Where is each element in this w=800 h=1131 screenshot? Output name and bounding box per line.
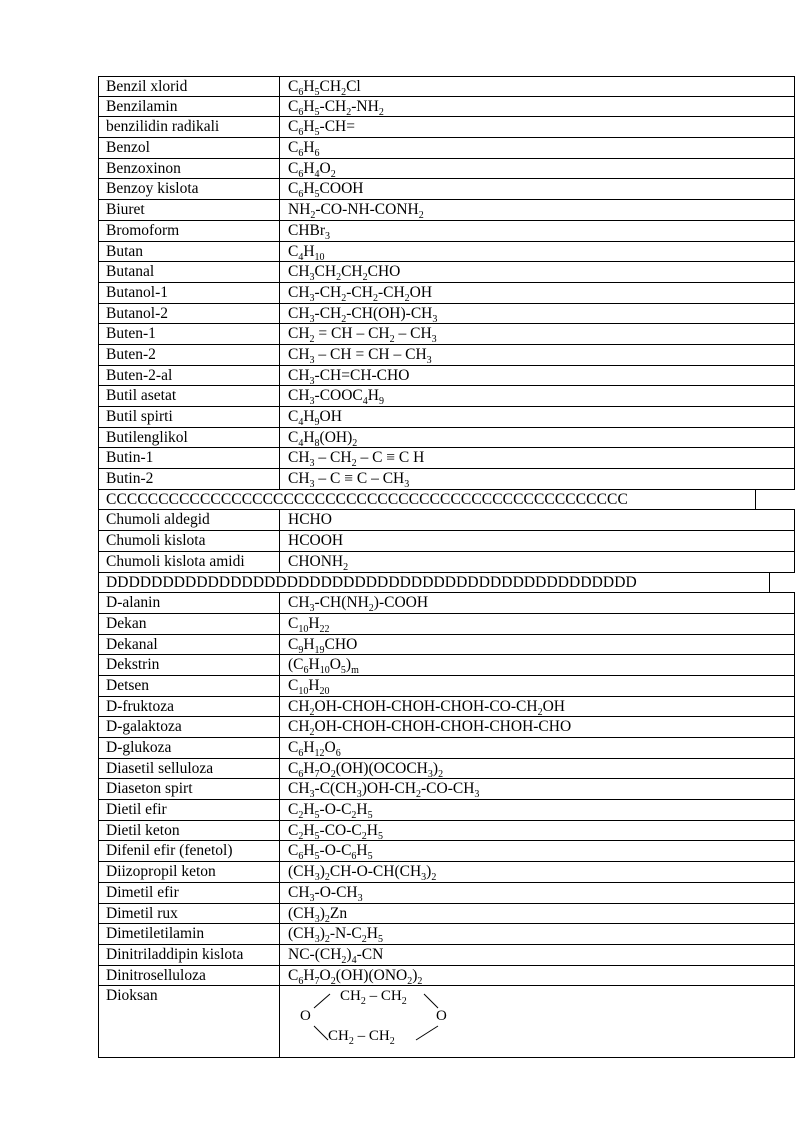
table-row bbox=[98, 179, 795, 200]
compound-name: benzilidin radikali bbox=[99, 117, 280, 137]
table-row bbox=[98, 117, 795, 138]
table-row bbox=[98, 759, 795, 780]
compound-formula: $CH_2OH-CHOH-CHOH-CHOH-CHOH$-CHO bbox=[288, 718, 572, 737]
ring-bottom: $CH_2 - CH_2$ bbox=[328, 1028, 395, 1048]
compound-formula: $C_{10}H_{20}$ bbox=[288, 676, 330, 696]
table-row bbox=[98, 676, 795, 697]
ring-top: $CH_2 - CH_2$ bbox=[340, 988, 407, 1008]
compound-formula: $CH_3-CH=CH$-CHO bbox=[288, 366, 410, 386]
compound-formula: $C_6H_7O_2(OH)(ONO_2)_2$ bbox=[288, 966, 423, 986]
compound-formula: HCOOH bbox=[288, 532, 344, 550]
table-row bbox=[98, 800, 795, 821]
table-row bbox=[98, 242, 795, 263]
compound-name: Benzilamin bbox=[99, 97, 280, 117]
table-row bbox=[98, 345, 795, 366]
compound-name: Chumoli aldegid bbox=[99, 510, 280, 530]
compound-formula: CHBr$_3$ bbox=[288, 221, 331, 241]
compound-formula: $NC-(CH_2)_4-CN$ bbox=[288, 945, 384, 965]
table-row bbox=[98, 779, 795, 800]
compound-name: Detsen bbox=[99, 676, 280, 696]
compound-name: Benzoy kislota bbox=[99, 179, 280, 199]
compound-formula: $C_4H_{10}$ bbox=[288, 242, 325, 262]
compound-formula: $C_9H_{19}CHO$ bbox=[288, 635, 358, 655]
compound-name: Butanal bbox=[99, 262, 280, 282]
letter-divider-d bbox=[98, 573, 795, 594]
compound-formula: $C_6H_4O_2$ bbox=[288, 159, 336, 179]
compound-name: Buten-2 bbox=[99, 345, 280, 365]
compound-name: Diizopropil keton bbox=[99, 862, 280, 882]
table-row bbox=[98, 862, 795, 883]
compound-formula-structure bbox=[280, 986, 794, 1057]
table-row bbox=[98, 924, 795, 945]
table-row bbox=[98, 448, 795, 469]
compound-name: Dimetiletilamin bbox=[99, 924, 280, 944]
table-row bbox=[98, 138, 795, 159]
compound-name: Buten-1 bbox=[99, 324, 280, 344]
compound-name: Dioksan bbox=[99, 986, 280, 1057]
compound-formula: $(CH_3)_2CH-O-CH(CH_3)_2$ bbox=[288, 863, 437, 882]
compound-name: Dietil keton bbox=[99, 821, 280, 841]
compound-formula: $CH_3-CH_2-CH_2-CH_2OH$ bbox=[288, 283, 433, 303]
compound-formula: $C_6H_6$ bbox=[288, 139, 320, 158]
table-row bbox=[98, 697, 795, 718]
table-row bbox=[98, 407, 795, 428]
compound-formula: $C_2H_5-CO-C_2H_5$ bbox=[288, 821, 383, 841]
table-row bbox=[98, 386, 795, 407]
table-row bbox=[98, 469, 795, 490]
compound-name: Benzil xlorid bbox=[99, 77, 280, 96]
compound-formula: $C_4H_8(OH)_2$ bbox=[288, 428, 358, 448]
compound-formula: $C_6H_{12}O_6$ bbox=[288, 739, 341, 758]
compound-name: Dekstrin bbox=[99, 655, 280, 675]
compound-name: Butin-2 bbox=[99, 469, 280, 489]
compound-formula: $(CH_3)_2Zn$ bbox=[288, 904, 348, 924]
compound-name: Dietil efir bbox=[99, 800, 280, 820]
compound-formula: $CH_3CH_2CH_2CHO$ bbox=[288, 263, 401, 282]
table-row bbox=[98, 593, 795, 614]
compound-formula: $C_6H_5-CH=$ bbox=[288, 118, 355, 138]
table-row bbox=[98, 324, 795, 345]
table-row bbox=[98, 200, 795, 221]
table-row bbox=[98, 283, 795, 304]
table-row bbox=[98, 510, 795, 531]
letter-d-text: DDDDDDDDDDDDDDDDDDDDDDDDDDDDDDDDDDDDDDDDDDDDDDD bbox=[106, 573, 637, 591]
section-d bbox=[98, 593, 795, 986]
table-row bbox=[98, 366, 795, 387]
table-row bbox=[98, 841, 795, 862]
compound-formula: $CH_3-C(CH_3)OH-CH_2-CO-CH_3$ bbox=[288, 780, 480, 800]
compound-formula: $C_2H_5-O-C_2H_5$ bbox=[288, 801, 373, 820]
table-row bbox=[98, 262, 795, 283]
compound-name: Butanol-2 bbox=[99, 304, 280, 324]
ring-left-oxygen: O bbox=[300, 1008, 311, 1025]
compound-name: Benzol bbox=[99, 138, 280, 158]
compound-name: Butilenglikol bbox=[99, 428, 280, 448]
ring-bonds bbox=[288, 986, 488, 1056]
compound-formula: $CH_2$ = CH – $CH_2 - CH_3$ bbox=[288, 325, 437, 344]
table-row bbox=[98, 552, 795, 573]
compound-name: Buten-2-al bbox=[99, 366, 280, 386]
compound-name: Butil spirti bbox=[99, 407, 280, 427]
compound-name: Benzoxinon bbox=[99, 159, 280, 179]
compound-name: Chumoli kislota bbox=[99, 531, 280, 551]
compound-formula: $CH_2OH-CHOH-CHOH-CHOH-CO-CH_2OH$ bbox=[288, 697, 565, 717]
table-row bbox=[98, 738, 795, 759]
table-row bbox=[98, 635, 795, 656]
compound-name: Dimetil rux bbox=[99, 904, 280, 924]
compound-name: Biuret bbox=[99, 200, 280, 220]
table-row bbox=[98, 655, 795, 676]
table-row bbox=[98, 221, 795, 242]
compound-name: D-alanin bbox=[99, 593, 280, 613]
table-row bbox=[98, 821, 795, 842]
compound-name: D-fruktoza bbox=[99, 697, 280, 717]
compound-formula: $NH_2-CO-NH-CONH_2$ bbox=[288, 201, 424, 220]
compound-name: Difenil efir (fenetol) bbox=[99, 841, 280, 861]
compound-formula: $C_{10}H_{22}$ bbox=[288, 614, 330, 634]
compound-name: Butin-1 bbox=[99, 448, 280, 468]
compound-formula: $CH_3-CH_2-CH(OH)-CH_3$ bbox=[288, 304, 438, 324]
compound-name: Butil asetat bbox=[99, 386, 280, 406]
table-row bbox=[98, 945, 795, 966]
compound-name: Dekan bbox=[99, 614, 280, 634]
compound-formula: $CH_3 - C \equiv C - CH_3$ bbox=[288, 470, 410, 489]
table-row bbox=[98, 614, 795, 635]
table-row bbox=[98, 304, 795, 325]
compound-formula: $C_6H_5-CH_2-NH_2$ bbox=[288, 97, 384, 117]
compound-name: Dinitroselluloza bbox=[99, 966, 280, 986]
compound-name: Dinitriladdipin kislota bbox=[99, 945, 280, 965]
compound-formula: HCHO bbox=[288, 511, 332, 529]
compound-name: D-galaktoza bbox=[99, 717, 280, 737]
compound-name: Butanol-1 bbox=[99, 283, 280, 303]
table-row-dioksan bbox=[98, 986, 795, 1058]
compound-formula: $C_4H_9OH$ bbox=[288, 408, 342, 427]
table-row bbox=[98, 966, 795, 987]
compound-formula: $CH_3-O-CH_3$ bbox=[288, 883, 363, 903]
letter-c-text: CCCCCCCCCCCCCCCCCCCCCCCCCCCCCCCCCCCCCCCCCCCCCCCCCC bbox=[106, 490, 628, 508]
compound-name: Dimetil efir bbox=[99, 883, 280, 903]
table-row bbox=[98, 883, 795, 904]
table-row bbox=[98, 97, 795, 118]
compound-formula: $C_6H_5CH_2Cl$ bbox=[288, 78, 361, 96]
compound-name: D-glukoza bbox=[99, 738, 280, 758]
table-row bbox=[98, 76, 795, 97]
letter-divider-c bbox=[98, 490, 795, 511]
section-c bbox=[98, 510, 795, 572]
table-row bbox=[98, 428, 795, 449]
dioksan-ring-structure bbox=[288, 986, 488, 1056]
compound-formula: $CH_3 - CH_2 - C \equiv C$ H bbox=[288, 449, 425, 469]
compound-formula: $C_6H_7O_2(OH)(OCOCH_3)_2$ bbox=[288, 759, 444, 779]
table-row bbox=[98, 159, 795, 180]
compound-formula: $(CH_3)_2-N-C_2H_5$ bbox=[288, 925, 383, 944]
compound-formula: $C_6H_5COOH$ bbox=[288, 180, 364, 200]
compound-table bbox=[98, 76, 795, 1058]
compound-name: Chumoli kislota amidi bbox=[99, 552, 280, 572]
compound-name: Diaseton spirt bbox=[99, 779, 280, 799]
compound-formula: $CH_3-COOC_4H_9$ bbox=[288, 387, 384, 406]
compound-formula: $(C_6H_{10}O_5)_m$ bbox=[288, 656, 359, 675]
section-b bbox=[98, 76, 795, 490]
table-row bbox=[98, 904, 795, 925]
compound-formula: $CHONH_2$ bbox=[288, 552, 349, 572]
compound-name: Butan bbox=[99, 242, 280, 262]
table-row bbox=[98, 717, 795, 738]
compound-formula: $CH_3$ – CH = CH – $CH_3$ bbox=[288, 345, 432, 365]
compound-formula: $C_6H_5-O-C_6H_5$ bbox=[288, 842, 373, 862]
compound-name: Dekanal bbox=[99, 635, 280, 655]
compound-name: Diasetil selluloza bbox=[99, 759, 280, 779]
compound-formula: $CH_3-CH(NH_2)$-COOH bbox=[288, 594, 429, 613]
table-row bbox=[98, 531, 795, 552]
compound-name: Bromoform bbox=[99, 221, 280, 241]
ring-right-oxygen: O bbox=[436, 1008, 447, 1025]
